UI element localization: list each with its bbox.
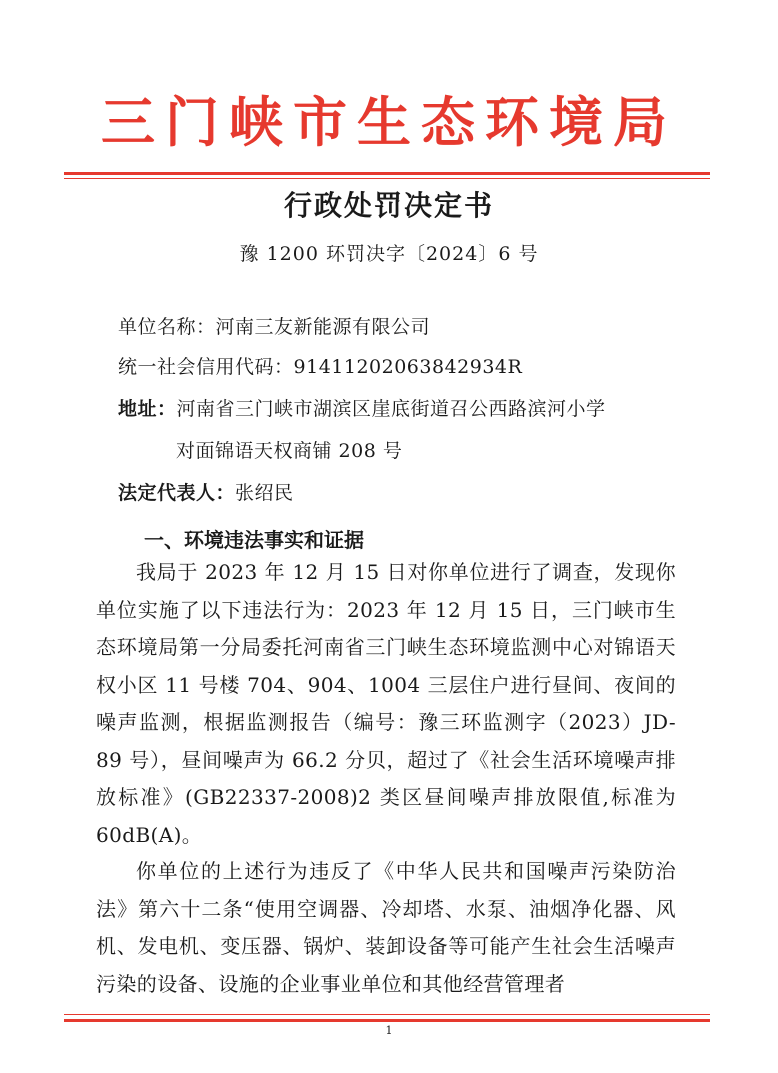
- credit-code-line: [118, 352, 522, 379]
- section-heading: 一、环境违法事实和证据: [144, 528, 364, 552]
- company-name-line: [118, 312, 430, 339]
- company-name-label: 单位名称：: [118, 316, 216, 338]
- credit-code-value: 91411202063842934R: [293, 356, 523, 378]
- legal-rep-line: [118, 478, 294, 505]
- company-name-value: 河南三友新能源有限公司: [215, 316, 431, 338]
- footer-red-rule-thick: [64, 1019, 710, 1022]
- agency-header-title: 三门峡市生态环境局: [101, 90, 677, 154]
- legal-rep-label: 法定代表人：: [118, 482, 236, 504]
- address-value-line1: 河南省三门峡市湖滨区崖底街道召公西路滨河小学: [176, 398, 606, 420]
- address-value-line2: 对面锦语天权商铺 208 号: [176, 440, 403, 462]
- header-red-rule-thick: [64, 172, 710, 175]
- address-line: [118, 394, 606, 421]
- facts-paragraph: 我局于 2023 年 12 月 15 日对你单位进行了调查，发现你单位实施了以下违法行为：2023 年 12 月 15 日，三门峡市生态环境局第一分局委托河南省三门峡生态环境监测中心对锦语天权小区 11 号楼 704、904、1004 三层住户进行昼间、夜间的噪声监测，根据监测报告（编号：豫三环监测字（2023）JD-89 号），昼间噪声为 66.2 分贝，超过了《社会生活环境噪声排放标准》(GB22337-2008)2 类区昼间噪声排放限值,标准为 60dB(A)。: [96, 560, 676, 847]
- page-number: 1: [385, 1024, 393, 1037]
- footer-red-rule-thin: [64, 1014, 710, 1015]
- violation-paragraph: 你单位的上述行为违反了《中华人民共和国噪声污染防治法》第六十二条“使用空调器、冷却塔、水泵、油烟净化器、风机、发电机、变压器、锅炉、装卸设备等可能产生社会生活噪声污染的设备、设施的企业事业单位和其他经营管理者: [96, 859, 676, 996]
- legal-rep-value: 张绍民: [235, 482, 294, 504]
- credit-code-label: 统一社会信用代码：: [118, 356, 294, 378]
- address-label: 地址：: [118, 398, 177, 420]
- document-title: 行政处罚决定书: [283, 189, 494, 222]
- header-red-rule-thin: [64, 178, 710, 179]
- document-number: 豫 1200 环罚决字〔2024〕6 号: [239, 243, 539, 265]
